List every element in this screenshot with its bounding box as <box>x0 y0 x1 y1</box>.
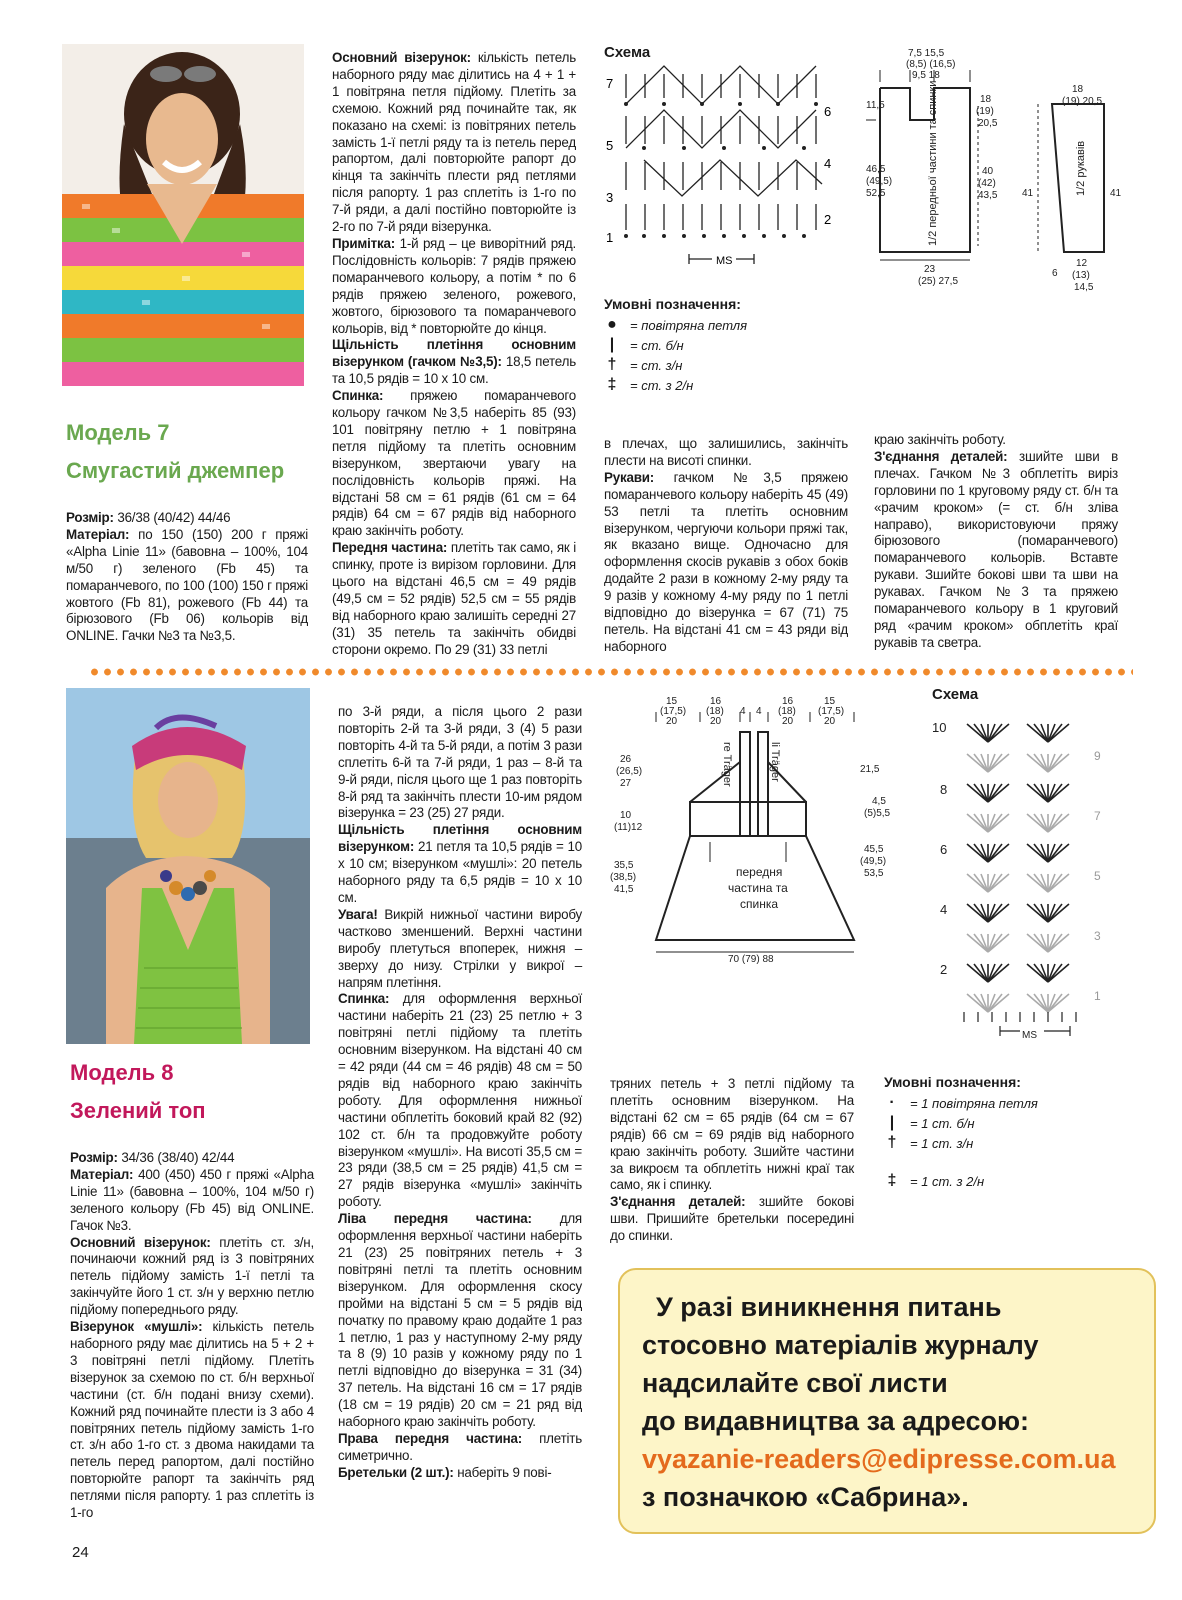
shell-mark <box>974 844 988 862</box>
svg-text:(5)5,5: (5)5,5 <box>864 808 891 819</box>
paragraph-text: для оформлення верхньої частини наберіть 21 (23) 25 петлю + 3 повітряні петлі підйому та плетіть основним візерунком. На відстані 40 см = 42 ряди (44 см = 46 рядів) 48 см = 50 рядів від наборного краю закінчіть роботу. Для оформлення нижньої частини обплетіть боковий край 82 (92) 102 ст. б/н та продовжуйте роботу візерунком «мушлі». На висоті 35,5 см = 23 ряди (38,5 см = 25 рядів) 41,5 см = 27 рядів візерунка «мушлі» закінчіть роботу. <box>338 991 582 1210</box>
shell-mark <box>1034 814 1048 832</box>
paragraph-lead: Розмір: <box>70 1150 118 1165</box>
model7-right-column-a <box>604 436 848 656</box>
m8-legend-dc: † = 1 ст. з/н <box>884 1134 973 1152</box>
notice-line-last: з позначкою «Сабрина». <box>642 1482 969 1512</box>
double-crochet-icon: † <box>607 356 617 373</box>
shell-mark <box>974 754 988 772</box>
m7-legend-sc: | = ст. б/н <box>604 336 684 354</box>
svg-text:16: 16 <box>782 696 794 707</box>
model7-photo <box>62 44 304 386</box>
m7-legend-tr: ‡ = ст. з 2/н <box>604 376 693 394</box>
svg-text:41,5: 41,5 <box>614 884 634 895</box>
svg-text:6: 6 <box>1052 268 1058 279</box>
svg-text:(19): (19) <box>976 106 994 117</box>
paragraph <box>338 907 582 992</box>
model8-name: Зелений топ <box>70 1098 206 1123</box>
svg-text:(49,5): (49,5) <box>860 856 887 867</box>
paragraph-lead: З'єднання деталей: <box>874 448 1008 464</box>
shell-mark <box>1034 994 1048 1012</box>
paragraph <box>70 1167 314 1235</box>
model8-schema-title: Схема <box>932 686 979 703</box>
shell-mark <box>974 904 988 922</box>
shell-mark <box>1034 964 1048 982</box>
svg-text:11,5: 11,5 <box>866 100 885 111</box>
shell-mark <box>1034 874 1048 892</box>
svg-text:(38,5): (38,5) <box>610 872 637 883</box>
reader-notice-box <box>618 1268 1156 1534</box>
paragraph <box>332 236 576 337</box>
svg-text:(17,5): (17,5) <box>818 706 845 717</box>
paragraph-text: 34/36 (38/40) 42/44 <box>117 1150 235 1165</box>
shell-mark <box>1034 904 1048 922</box>
model8-stitch-chart <box>930 704 1110 1046</box>
paragraph <box>874 449 1118 652</box>
chain-stitch-icon: · <box>889 1094 895 1111</box>
paragraph <box>332 50 576 236</box>
svg-text:(49,5): (49,5) <box>866 176 893 187</box>
double-crochet-icon: † <box>887 1134 897 1151</box>
paragraph-text: кількість петель наборного ряду має ділитись на 5 + 2 + 3 повітряні петлі підйому. Плетіть візерунок за схемою по ст. б/н верхньої частини (ст. б/н подані внизу схеми). Кожний ряд починайте плести із 3 або 4 повітряних петель підйому замість 1-го ст. з/н або 1-го ст. з двома накидами та петель перед рапортом, далі постійно повторюйте рапорт та закінчіть ряд петлями після рапорту. 1 раз сплетіть із 1-го <box>70 1319 314 1521</box>
svg-text:40: 40 <box>982 166 994 177</box>
model7-label: Модель 7 <box>66 420 170 445</box>
paragraph-text: по 150 (150) 200 г пряжі «Alpha Linie 11» (бавовна – 100%, 104 м/50 г) зеленого (Fb 45) та помаранчевого, по 100 (100) 150 г пряжі жовтого (Fb 81), рожевого (Fb 44) та бірюзового (Fb 06) кольорів від ONLINE. Гачки №3 та №3,5. <box>66 526 309 644</box>
shell-mark <box>1034 724 1048 742</box>
paragraph <box>338 1211 582 1431</box>
m8-row-8: 8 <box>940 782 948 797</box>
paragraph <box>66 510 308 527</box>
paragraph-lead: Рукави: <box>604 469 655 485</box>
svg-text:12: 12 <box>1076 258 1088 269</box>
paragraph-text: кількість петель наборного ряду має ділитись на 4 + 1 + 1 повітряна петля підйому. Плетіть за схемою. Кожний ряд починайте так, як показано на схемі: із повітряних петель замість 1-ї петлі ряду та із петель перед рапортом, далі повторюйте рапорт до кінця та закінчіть плести ряд петлями після рапорту. 1 раз сплетіть із 1-го по 7-й ряди, а далі постійно повторюйте із 2-го по 7-й ряди візерунка. <box>332 50 576 235</box>
model8-legend-title: Умовні позначення: <box>884 1074 1021 1090</box>
m8-width-label: 70 (79) 88 <box>728 954 774 965</box>
shell-mark <box>974 814 988 832</box>
paragraph-text: 36/38 (40/42) 44/46 <box>113 510 231 525</box>
model8-photo <box>66 688 310 1044</box>
chain-stitch-icon: ● <box>607 316 617 333</box>
m8-row-9: 9 <box>1094 749 1101 763</box>
notice-line-4: до видавництва за адресою: <box>642 1406 1030 1436</box>
svg-text:23: 23 <box>924 264 936 275</box>
svg-text:27: 27 <box>620 778 632 789</box>
paragraph-text: плетіть симетрично. <box>338 1430 582 1463</box>
svg-text:18: 18 <box>1072 84 1084 95</box>
m8-center-label-1: передня <box>736 865 783 879</box>
svg-text:9,5 18: 9,5 18 <box>912 70 940 81</box>
svg-text:20: 20 <box>710 716 722 727</box>
paragraph-lead: Розмір: <box>66 510 114 525</box>
svg-text:15: 15 <box>824 696 836 707</box>
model7-left-column <box>66 510 308 645</box>
svg-text:15: 15 <box>666 696 678 707</box>
m7-body-piece-label: 1/2 передньої частини та спинки <box>927 80 939 246</box>
paragraph-lead: Візерунок «мушлі»: <box>70 1319 203 1335</box>
m8-row-10: 10 <box>932 720 947 735</box>
svg-text:(42): (42) <box>978 178 996 189</box>
m7-row-3: 3 <box>606 190 614 205</box>
paragraph-lead: Щільність плетіння основним візерунком (гачком №3,5): <box>332 337 576 370</box>
m7-row-1: 1 <box>606 230 614 245</box>
notice-line-3: надсилайте свої листи <box>642 1368 948 1398</box>
svg-text:41: 41 <box>1110 188 1122 199</box>
model7-schema-title: Схема <box>604 44 651 61</box>
m8-row-5: 5 <box>1094 869 1101 883</box>
paragraph <box>338 704 582 822</box>
paragraph-text: по 3-й ряди, а після цього 2 рази повторіть 2-й та 3-й ряди, 3 (4) 5 рази повторіть 4-й та 5-й ряди, а потім 3 рази сплетіть 6-й та 7-й ряди, 1 раз – 8-й та 9-й ряди, після цього ще 1 раз повторіть 8-й ряд та закінчіть плести 10-им рядом візерунка = 23 (25) 27 ряди. <box>338 704 582 821</box>
paragraph-lead: Ліва передня частина: <box>338 1211 532 1227</box>
m8-legend-tr: ‡ = 1 ст. з 2/н <box>884 1172 984 1190</box>
svg-text:20: 20 <box>666 716 678 727</box>
paragraph-lead: Матеріал: <box>70 1166 134 1182</box>
m7-legend-dc: † = ст. з/н <box>604 356 682 374</box>
m7-row-4: 4 <box>824 156 832 171</box>
svg-text:(19) 20,5: (19) 20,5 <box>1062 96 1103 107</box>
svg-text:4: 4 <box>740 706 746 717</box>
model7-name: Смугастий джемпер <box>66 458 285 483</box>
paragraph-text: Викрій нижньої частини виробу частково зменшений. Верхні частини виробу плетуться впоперек, нижня – зверху до низу. Стрілки у викрої – напрям плетіння. <box>338 906 582 990</box>
paragraph-text: пряжею помаранчевого кольору гачком №3,5 наберіть 85 (93) 101 повітряну петлю + 1 повітряна петля підйому та плетіть основним візерунком, звертаючи увагу на послідовність кольорів пряжі. На відстані 58 см = 61 рядів (61 см = 64 рядів) 64 см = 67 рядів від наборного краю закінчіть роботу. <box>332 388 576 539</box>
m8-strap-right: li Träger <box>769 742 781 782</box>
model7-middle-column <box>332 50 576 659</box>
model8-middle-column <box>338 704 582 1482</box>
m8-row-3: 3 <box>1094 929 1101 943</box>
svg-text:4,5: 4,5 <box>872 796 886 807</box>
shell-mark <box>974 724 988 742</box>
model8-right-column <box>610 1076 854 1245</box>
paragraph-text: плетіть так само, як і спинку, проте із вирізом горловини. Для цього на відстані 46,5 см = 49 рядів (49,5 см = 52 рядів) 52,5 см = 55 рядів від наборного краю залишіть середні 27 (31) 35 петель та закінчіть обидві сторони окремо. По 29 (31) 33 петлі <box>332 540 576 657</box>
model7-legend-title: Умовні позначення: <box>604 296 741 312</box>
treble-crochet-icon: ‡ <box>887 1172 897 1189</box>
svg-text:(17,5): (17,5) <box>660 706 687 717</box>
model7-stitch-chart <box>604 64 844 274</box>
paragraph-text: гачком №3,5 пряжею помаранчевого кольору наберіть 45 (49) 53 петлі та плетіть основним візерунком, чергуючи кольори пряжі так, як вказано вище. Одночасно для оформлення скосів рукавів з обох боків додайте 2 рази в кожному 2-му ряду та 9 разів у кожному 4-му ряду по 1 петлі відповідно до візерунка = 67 (71) 75 петель. На відстані 41 см = 43 ряди від наборного <box>604 469 848 654</box>
paragraph <box>70 1235 314 1320</box>
svg-text:52,5: 52,5 <box>866 188 886 199</box>
paragraph <box>610 1076 854 1194</box>
m8-row-4: 4 <box>940 902 948 917</box>
paragraph-lead: Примітка: <box>332 235 396 251</box>
paragraph-text: тряних петель + 3 петлі підйому та плетіть основним візерунком. На відстані 62 см = 65 рядів (64 см = 67 рядів) 66 см = 69 рядів від наборного краю закінчіть роботу. Зшийте частини за викроєм та обплетіть нижні краї так само, як і спинку. <box>610 1076 854 1193</box>
svg-text:(11)12: (11)12 <box>614 822 643 833</box>
paragraph-lead: Основний візерунок: <box>70 1234 211 1250</box>
paragraph-text: 1-й ряд – це виворітний ряд. Послідовність кольорів: 7 рядів пряжею помаранчевого кольору, а потім * по 6 рядів пряжею зеленого, рожевого, жовтого, бірюзового та помаранчевого кольорів, від * повторюйте до кінця. <box>332 235 576 336</box>
m8-row-6: 6 <box>940 842 948 857</box>
svg-text:35,5: 35,5 <box>614 860 634 871</box>
m7-row-2: 2 <box>824 212 832 227</box>
m8-strap-left: re Träger <box>721 742 733 787</box>
m8-row-1: 1 <box>1094 989 1101 1003</box>
svg-text:16: 16 <box>710 696 722 707</box>
paragraph-lead: Передня частина: <box>332 540 448 556</box>
shell-mark <box>1034 934 1048 952</box>
paragraph-lead: Бретельки (2 шт.): <box>338 1464 454 1480</box>
paragraph-text: зшийте шви в плечах. Гачком №3 обплетіть виріз горловини по 1 круговому ряду ст. б/н та «рачим кроком» (= ст. б/н зліва направо), використовуючи пряжу бірюзового (помаранчевого) помаранчевого кольорів. Вставте рукави. Зшийте бокові шви та шви на рукавах. Гачком №3 та пряжею помаранчевого кольору в 1 круговий ряд «рачим кроком» обплетіть краї рукавів та светра. <box>874 448 1118 650</box>
svg-text:21,5: 21,5 <box>860 764 880 775</box>
m8-center-label-3: спинка <box>740 897 779 911</box>
svg-text:43,5: 43,5 <box>978 190 998 201</box>
svg-text:18: 18 <box>980 94 992 105</box>
svg-text:10: 10 <box>620 810 632 821</box>
paragraph <box>332 388 576 540</box>
shell-mark <box>974 934 988 952</box>
m7-legend-chain: ● = повітряна петля <box>604 316 747 334</box>
paragraph <box>338 1431 582 1465</box>
svg-text:(18): (18) <box>706 706 724 717</box>
m7-sleeve-piece-label: 1/2 рукавів <box>1075 140 1087 196</box>
paragraph-text: 400 (450) 450 г пряжі «Alpha Linie 11» (бавовна – 100%, 104 м/50 г) зеленого кольору (Fb 45) від ONLINE. Гачок №3. <box>70 1166 314 1233</box>
svg-text:(26,5): (26,5) <box>616 766 643 777</box>
paragraph-text: для оформлення верхньої частини наберіть 21 (23) 25 повітряних петель + 3 повітряні петлі та плетіть основним візерунком. Для оформлення скосу пройми на відстані 5 см = 5 рядів від початку по правому краю додайте 1 раз 1 петлю, 1 раз у наступному 2-му ряду та 8 (9) 10 разів у кожному ряду по 1 петлі відповідно до візерунка = 31 (34) 37 петель. На відстані 16 см = 17 рядів (18 см = 19 рядів) 20 см = 21 ряд від наборного краю закінчіть роботу. <box>338 1211 582 1430</box>
paragraph <box>338 1465 582 1482</box>
model8-label: Модель 8 <box>70 1060 174 1085</box>
paragraph <box>338 822 582 907</box>
paragraph <box>874 432 1118 449</box>
m7-ms-label: MS <box>716 255 733 267</box>
paragraph-lead: Права передня частина: <box>338 1430 522 1446</box>
paragraph-text: плетіть ст. з/н, починаючи кожний ряд із 3 повітряних петель підйому замість 1-ї петлі та закінчуйте його 1 ст. з/н у верхню петлю підйому попереднього ряду. <box>70 1234 314 1318</box>
shell-mark <box>974 994 988 1012</box>
m8-center-label-2: частина та <box>728 881 788 895</box>
model8-left-column <box>70 1150 314 1522</box>
paragraph-text: наберіть 9 пові- <box>453 1464 552 1480</box>
m8-row-7: 7 <box>1094 809 1101 823</box>
model7-right-column-b <box>874 432 1118 652</box>
m7-row-7: 7 <box>606 76 614 91</box>
paragraph-lead: Основний візерунок: <box>332 50 471 65</box>
paragraph-text: зшийте бокові шви. Пришийте бретельки посередині до спинки. <box>610 1194 855 1244</box>
shell-mark <box>1034 754 1048 772</box>
svg-text:46,5: 46,5 <box>866 164 886 175</box>
page-number: 24 <box>72 1544 89 1561</box>
svg-text:20,5: 20,5 <box>978 118 998 129</box>
svg-text:14,5: 14,5 <box>1074 282 1094 293</box>
m8-row-2: 2 <box>940 962 948 977</box>
model8-pattern-diagram <box>610 692 910 972</box>
paragraph <box>332 540 576 658</box>
shell-mark <box>974 874 988 892</box>
svg-text:7,5 15,5: 7,5 15,5 <box>908 48 945 59</box>
single-crochet-icon: | <box>889 1114 895 1131</box>
model7-pattern-diagram <box>866 46 1136 296</box>
paragraph-text: 21 петля та 10,5 рядів = 10 х 10 см; візерунком «мушлі»: 20 петель наборного ряду та 6,5 рядів = 10 х 10 см. <box>338 839 582 905</box>
paragraph-lead: Спинка: <box>338 991 390 1007</box>
section-divider <box>88 668 1133 676</box>
m8-legend-sc: | = 1 ст. б/н <box>884 1114 975 1132</box>
paragraph <box>610 1194 854 1245</box>
paragraph-lead: Увага! <box>338 906 378 922</box>
svg-text:20: 20 <box>824 716 836 727</box>
shell-mark <box>1034 784 1048 802</box>
paragraph <box>332 337 576 388</box>
shell-mark <box>974 784 988 802</box>
svg-text:(8,5) (16,5): (8,5) (16,5) <box>906 59 956 70</box>
treble-crochet-icon: ‡ <box>607 376 617 393</box>
svg-text:41: 41 <box>1022 188 1034 199</box>
svg-text:4: 4 <box>756 706 762 717</box>
m8-legend-chain: · = 1 повітряна петля <box>884 1094 1038 1112</box>
notice-line-2: стосовно матеріалів журналу <box>642 1330 1039 1360</box>
svg-text:(25) 27,5: (25) 27,5 <box>918 276 959 287</box>
svg-text:20: 20 <box>782 716 794 727</box>
paragraph <box>66 527 308 645</box>
svg-text:45,5: 45,5 <box>864 844 884 855</box>
m7-row-6: 6 <box>824 104 832 119</box>
paragraph <box>70 1319 314 1522</box>
m8-ms-label: MS <box>1022 1030 1037 1041</box>
svg-text:(18): (18) <box>778 706 796 717</box>
paragraph <box>604 470 848 656</box>
paragraph-lead: Спинка: <box>332 388 384 404</box>
paragraph-text: в плечах, що залишились, закінчіть плести на висоті спинки. <box>604 436 848 468</box>
paragraph <box>604 436 848 470</box>
svg-text:26: 26 <box>620 754 632 765</box>
paragraph-lead: З'єднання деталей: <box>610 1194 746 1210</box>
svg-text:(13): (13) <box>1072 270 1090 281</box>
paragraph-text: 18,5 петель та 10,5 рядів = 10 х 10 см. <box>332 354 576 387</box>
paragraph <box>70 1150 314 1167</box>
paragraph-lead: Матеріал: <box>66 526 130 542</box>
single-crochet-icon: | <box>609 336 615 353</box>
paragraph <box>338 991 582 1211</box>
shell-mark <box>1034 844 1048 862</box>
paragraph-text: краю закінчіть роботу. <box>874 432 1006 447</box>
m7-row-5: 5 <box>606 138 614 153</box>
notice-email-link[interactable]: vyazanie-readers@edipresse.com.ua <box>642 1444 1116 1474</box>
svg-text:53,5: 53,5 <box>864 868 884 879</box>
paragraph-lead: Щільність плетіння основним візерунком: <box>338 822 582 855</box>
notice-line-1: У разі виникнення питань <box>656 1292 1002 1322</box>
shell-mark <box>974 964 988 982</box>
